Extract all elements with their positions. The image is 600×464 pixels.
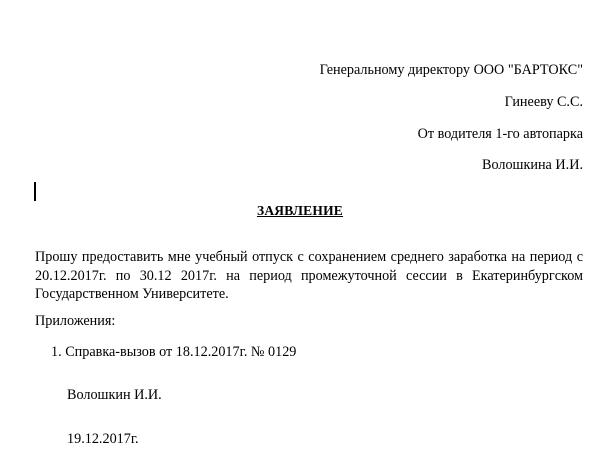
request-paragraph: Прошу предоставить мне учебный отпуск с сохранением среднего заработка на период с 20.12.2017г. по 30.12 2017г. на период промежуточной сессии в Екатеринбургском Государственном Университете.	[35, 249, 583, 303]
attachments-label: Приложения:	[35, 313, 116, 329]
sender-position: От водителя 1-го автопарка	[417, 126, 583, 142]
recipient-position: Генеральному директору ООО "БАРТОКС"	[319, 62, 583, 78]
sender-name: Волошкина И.И.	[482, 157, 583, 173]
signature-date: 19.12.2017г.	[67, 431, 139, 447]
recipient-name: Гинееву С.С.	[504, 94, 583, 110]
text-cursor	[34, 182, 36, 201]
signature-name: Волошкин И.И.	[67, 387, 162, 403]
attachment-item: 1. Справка-вызов от 18.12.2017г. № 0129	[51, 344, 297, 360]
document-title: ЗАЯВЛЕНИЕ	[257, 203, 343, 218]
